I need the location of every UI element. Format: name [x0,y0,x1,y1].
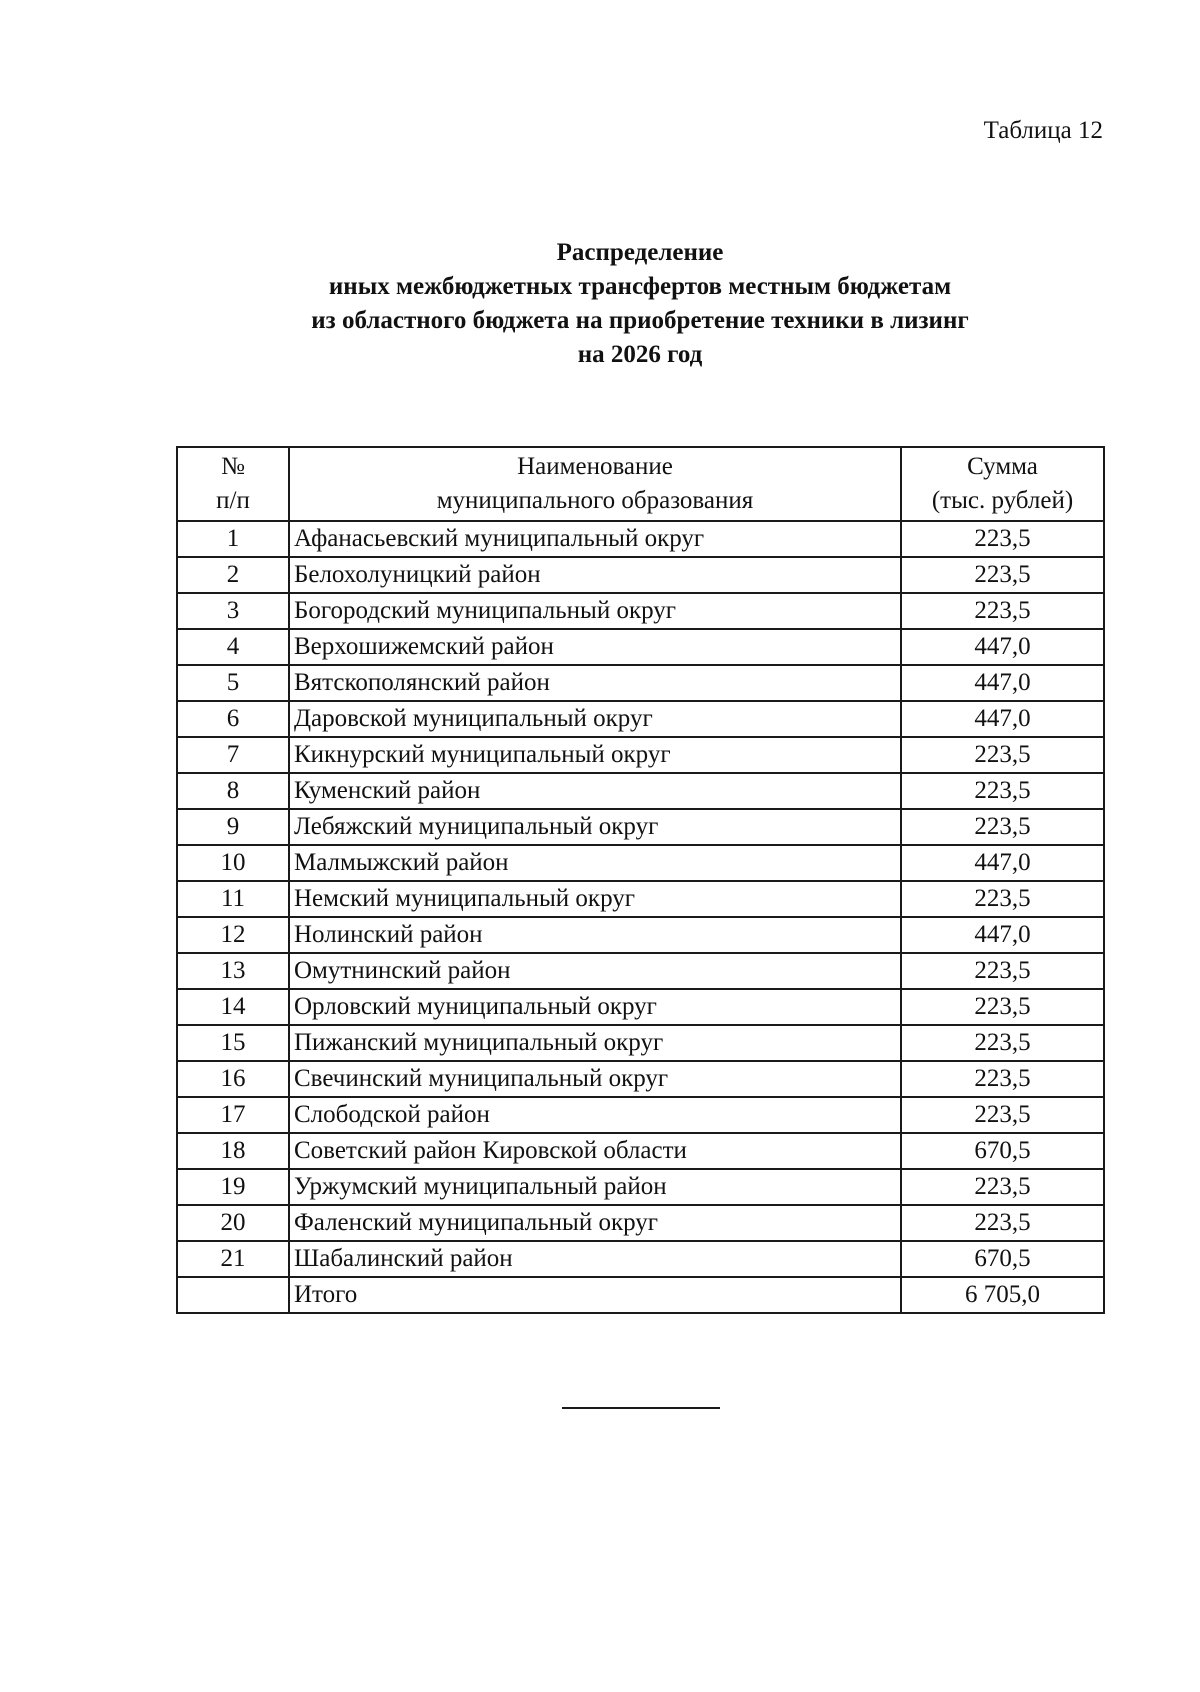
cell-num: 13 [177,953,289,989]
cell-num: 14 [177,989,289,1025]
table-row [177,1133,1104,1169]
heading-line-1: Распределение [556,239,724,266]
cell-name: Уржумский муниципальный район [289,1169,901,1205]
table-row [177,1025,1104,1061]
cell-num: 17 [177,1097,289,1133]
cell-name: Богородский муниципальный округ [289,593,901,629]
table-body [177,521,1104,1313]
cell-name: Нолинский район [289,917,901,953]
heading-line-2: иных межбюджетных трансфертов местным бюджетам [328,273,952,300]
cell-name: Лебяжский муниципальный округ [289,809,901,845]
cell-name: Шабалинский район [289,1241,901,1277]
table-row [177,989,1104,1025]
cell-name: Орловский муниципальный округ [289,989,901,1025]
cell-name: Верхошижемский район [289,629,901,665]
cell-sum: 223,5 [901,1025,1104,1061]
cell-name: Фаленский муниципальный округ [289,1205,901,1241]
cell-name: Омутнинский район [289,953,901,989]
table-number: Таблица 12 [983,117,1103,144]
header-sum-line1: Сумма [967,453,1038,480]
cell-sum: 223,5 [901,809,1104,845]
cell-num: 12 [177,917,289,953]
cell-num: 21 [177,1241,289,1277]
cell-num: 15 [177,1025,289,1061]
cell-name: Немский муниципальный округ [289,881,901,917]
cell-sum: 670,5 [901,1133,1104,1169]
table-row [177,593,1104,629]
cell-name: Пижанский муниципальный округ [289,1025,901,1061]
cell-sum: 223,5 [901,593,1104,629]
cell-sum: 447,0 [901,701,1104,737]
header-num-line1: № [221,453,245,480]
cell-num: 2 [177,557,289,593]
cell-sum: 223,5 [901,1097,1104,1133]
distribution-table-container [176,446,1103,1314]
cell-num: 4 [177,629,289,665]
cell-name: Свечинский муниципальный округ [289,1061,901,1097]
header-num [177,447,289,521]
heading-line-4: на 2026 год [577,341,703,368]
cell-num: 8 [177,773,289,809]
cell-name: Даровской муниципальный округ [289,701,901,737]
cell-num: 7 [177,737,289,773]
header-name-line1: Наименование [517,453,673,480]
cell-sum: 223,5 [901,521,1104,557]
table-row [177,1205,1104,1241]
cell-num [177,1277,289,1313]
cell-num: 10 [177,845,289,881]
cell-num: 9 [177,809,289,845]
header-sum-line2: (тыс. рублей) [931,487,1074,514]
cell-name: Советский район Кировской области [289,1133,901,1169]
cell-num: 20 [177,1205,289,1241]
cell-name: Куменский район [289,773,901,809]
cell-sum: 670,5 [901,1241,1104,1277]
table-row [177,629,1104,665]
table-row [177,953,1104,989]
cell-sum: 223,5 [901,773,1104,809]
cell-sum: 223,5 [901,953,1104,989]
cell-name: Малмыжский район [289,845,901,881]
cell-name: Афанасьевский муниципальный округ [289,521,901,557]
table-row [177,1169,1104,1205]
table-row [177,737,1104,773]
table-row [177,557,1104,593]
header-num-line2: п/п [216,487,250,514]
cell-sum: 223,5 [901,989,1104,1025]
table-row [177,845,1104,881]
header-row [177,447,1104,521]
cell-sum: 447,0 [901,845,1104,881]
table-row [177,701,1104,737]
cell-name: Вятскополянский район [289,665,901,701]
cell-num: 11 [177,881,289,917]
cell-sum: 223,5 [901,557,1104,593]
header-name-line2: муниципального образования [436,487,754,514]
cell-num: 1 [177,521,289,557]
cell-num: 19 [177,1169,289,1205]
cell-sum: 447,0 [901,665,1104,701]
cell-name: Итого [289,1277,901,1313]
cell-sum: 447,0 [901,629,1104,665]
bottom-divider [562,1407,720,1409]
table-row [177,1097,1104,1133]
table-row [177,881,1104,917]
distribution-table [176,446,1105,1314]
header-sum [901,447,1104,521]
document-heading [150,236,1130,372]
cell-sum: 6 705,0 [901,1277,1104,1313]
cell-sum: 223,5 [901,1169,1104,1205]
cell-sum: 223,5 [901,881,1104,917]
table-row [177,809,1104,845]
table-row [177,1241,1104,1277]
cell-num: 5 [177,665,289,701]
cell-num: 16 [177,1061,289,1097]
cell-name: Белохолуницкий район [289,557,901,593]
table-row [177,665,1104,701]
heading-line-3: из областного бюджета на приобретение техники в лизинг [311,307,969,334]
total-row [177,1277,1104,1313]
cell-sum: 223,5 [901,1061,1104,1097]
cell-name: Кикнурский муниципальный округ [289,737,901,773]
cell-num: 18 [177,1133,289,1169]
cell-sum: 223,5 [901,1205,1104,1241]
cell-num: 3 [177,593,289,629]
cell-sum: 447,0 [901,917,1104,953]
cell-num: 6 [177,701,289,737]
table-header [177,447,1104,521]
table-row [177,773,1104,809]
table-row [177,521,1104,557]
header-name [289,447,901,521]
table-row [177,917,1104,953]
table-row [177,1061,1104,1097]
cell-name: Слободской район [289,1097,901,1133]
cell-sum: 223,5 [901,737,1104,773]
